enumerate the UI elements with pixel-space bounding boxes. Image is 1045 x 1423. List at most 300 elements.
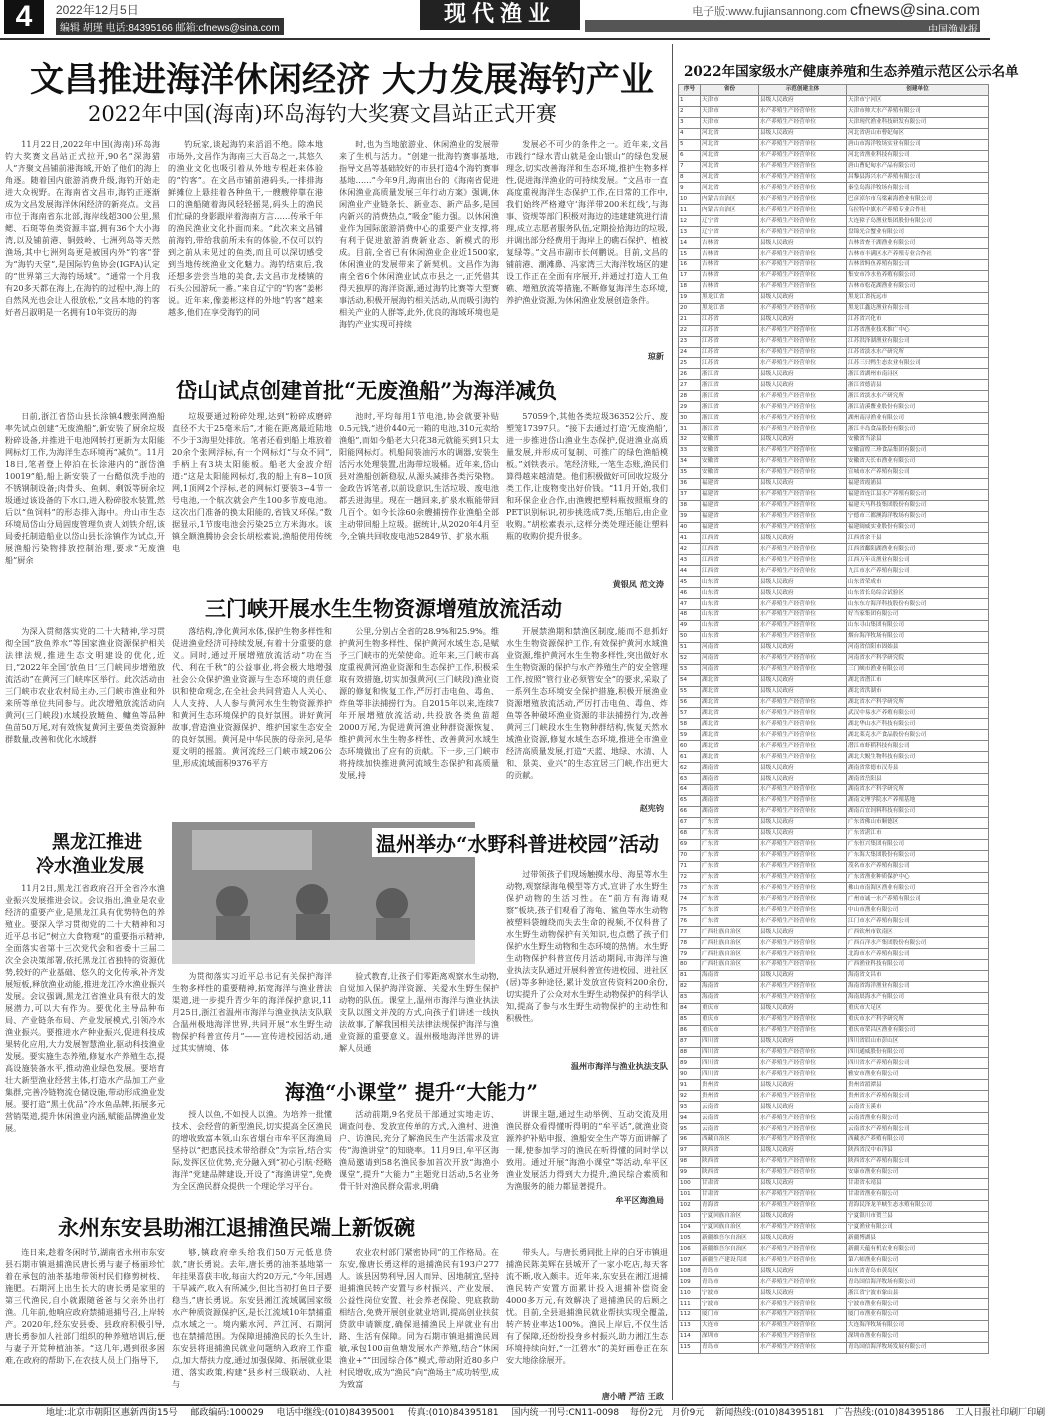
table-cell: 水产养殖生产经营单位 [759,544,847,555]
table-cell: 宣城市水产养殖有限公司 [847,467,989,478]
article6-col1: 授人以鱼,不如授人以渔。为培养一批懂技术、会经营的新型渔民,切实提高全区渔民的增收致富本领,山东省烟台市牟平区海渔局坚持以“把惠民技术带给群众”为宗旨,结合实际,发挥区位优势,充分融入到“初心引航·经略海洋”党建品牌建设,开设了“海渔讲堂”,免费为全区渔民群众提供一个理论学习平台。 [172,1109,332,1191]
table-cell: 贵州省水产养殖有限公司 [847,1091,989,1102]
article3-col1: 为深入贯彻落实党的二十大精神,学习贯彻全国“放鱼养水”等国家渔业资源保护相关法律法规,推进生态文明建设的优化,近日,“2022年全国‘放鱼日’三门峡同步增殖放流活动”在黄河三门峡库区举行。此次活动由三门峡市农业农村局主办,三门峡市渔业和外来所等单位共同参与。此次增殖放流活动向黄河(三门峡段)水域投放鲢鱼、鳙鱼等品种鱼苗50万尾,对有效恢复黄河主要鱼类资源种群数量,改善和优化水域群 [5,626,165,744]
table-cell: 河南省 [701,653,759,664]
table-row [679,883,989,894]
table-cell: 江西省 [701,544,759,555]
table-row [679,1014,989,1025]
table-cell: 河北省渔业科技有限公司 [847,150,989,161]
table-cell: 102 [679,1200,701,1211]
table-cell: 水产养殖生产经营单位 [759,708,847,719]
table-row [679,1266,989,1277]
table-cell: 水产养殖生产经营单位 [759,183,847,194]
table-cell: 广东省 [701,883,759,894]
table-cell: 浙江清溪鳖业股份有限公司 [847,402,989,413]
table-cell: 江西省 [701,566,759,577]
table-row [679,533,989,544]
table-cell: 天津市 [701,95,759,106]
table-row [679,675,989,686]
table-row [679,544,989,555]
table-cell: 67 [679,817,701,828]
table-cell: 县级人民政府 [759,435,847,446]
table-cell: 80 [679,960,701,971]
table-row [679,292,989,303]
table-row [679,795,989,806]
table-cell: 85 [679,1014,701,1025]
table-cell: 县级人民政府 [759,314,847,325]
table-row [679,1080,989,1091]
table-cell: 云南省 [701,1102,759,1113]
table-cell: 河北省 [701,183,759,194]
table-cell: 79 [679,949,701,960]
table-cell: 福建省 [701,489,759,500]
table-row [679,1310,989,1321]
table-cell: 34 [679,456,701,467]
table-cell: 63 [679,774,701,785]
table-cell: 水产养殖生产经营单位 [759,1320,847,1331]
table-cell: 县级人民政府 [759,1080,847,1091]
table-cell: 浙江省德清县 [847,380,989,391]
table-cell: 县级人民政府 [759,292,847,303]
table-cell: 水产养殖生产经营单位 [759,610,847,621]
table-cell: 水产养殖生产经营单位 [759,653,847,664]
table-cell: 山东省 [701,599,759,610]
table-cell: 甘肃省 [701,1189,759,1200]
table-row [679,1320,989,1331]
table-cell: 43 [679,555,701,566]
table-cell: 大连市 [701,1320,759,1331]
article6-col2: 活动前期,9名党员干部通过实地走访、调查问卷、发放宣传单的方式,入渔村、进渔户、访渔民,充分了解渔民生产生活需求及宣传“海渔讲堂”的知晓率。11月9日,牟平区海渔局邀请到58名渔民参加首次开放“海渔小课堂”,提升“大能力”主题党日活动,5名业务骨干针对渔民群众需求,明确 [339,1109,499,1191]
header-rule [0,38,990,40]
table-cell: 47 [679,599,701,610]
table-cell: 浙江省 [701,369,759,380]
table-cell: 宁波市 [701,1299,759,1310]
table-cell: 水产养殖生产经营单位 [759,445,847,456]
article3-col2: 落结构,净化黄河水体,保护生物多样性和促进渔业经济可持续发展,有着十分重要的意义。同时,通过开展增殖放流活动“功在当代、利在千秋”的公益事业,将会极大地增强社会公众保护渔业资源与生态环境的责任意识和使命观念,在全社会共同营造人人关心、人人支持、人人参与黄河水生生物资源养护和黄河生态环境保护的良好氛围。讲好黄河故事,营造渔业资源保护、维护国家生态安全的良好氛围。黄河是中华民族的母亲河,是华夏文明的摇篮。黄河流经三门峡市域206公里,形成流域面积9376平方 [172,626,332,768]
table-cell: 水产养殖生产经营单位 [759,1113,847,1124]
table-cell: 水产养殖生产经营单位 [759,205,847,216]
table-cell: 水产养殖生产经营单位 [759,905,847,916]
table-row [679,128,989,139]
table-row [679,456,989,467]
table-cell: 茂名市水产养殖有限公司 [847,861,989,872]
article1-col4: 发展必不可少的条件之一。近年来,文昌市践行“绿水青山就是金山银山”的绿色发展理念,切实改善海洋和生态环境,推护生物多样性,促进海洋渔业的可持续发展。“文昌市一直高度重视海洋生态保护工作,在日常的工作中,我们始终严格遵守‘海洋带200米红线’,与海事、资规等部门积极对海边的违建建筑进行清理,成立志愿者服务队伍,定期捡拾海边的垃圾,并调出部分经费用于海岸上的礁石保护、植被复绿等。”文昌市副市长何鹏说。目前,文昌的铺前港、潮滩鼻、冯家湾三大海洋牧场区的建设工作正在全面有序展开,并通过打造人工鱼礁、增殖放流等措施,不断修复海洋生态环境,养护渔业资源,为休闲渔业发展创造条件。 [506,139,668,305]
table-cell: 水产养殖生产经营单位 [759,631,847,642]
table-row [679,1036,989,1047]
table-cell: 水产养殖生产经营单位 [759,467,847,478]
table-row [679,599,989,610]
table-cell: 江西省鄱阳湖渔业有限公司 [847,544,989,555]
table-cell: 吉林省 [701,260,759,271]
table-cell: 江苏省 [701,358,759,369]
article7-col1: 连日来,趁着冬闲时节,湖南省永州市东安县石期市镇退捕渔民唐长勇与妻子杨丽珍忙着在承包的油茶基地带领村民们修剪树枝、施肥。石期河上出生长大的唐长勇是家里的第三代渔民,自小就跟随爸爸与父亲外出打渔。几年前,他响应政府禁捕退捕号召,上岸转产。2020年,经东安县委、县政府积极引导,唐长勇参加人社部门组织的种养殖培训后,便与妻子开荒种植油茶。“这几年,遇到很多困难,在政府的帮助下,在农技人员上门指导下, [5,1247,165,1365]
table-cell: 河北省 [701,128,759,139]
table-row [679,1222,989,1233]
table-cell: 水产养殖生产经营单位 [759,402,847,413]
table-cell: 湖北省 [701,741,759,752]
table-cell: 水产养殖生产经营单位 [759,1310,847,1321]
table-cell: 山东省 [701,577,759,588]
table-row [679,1047,989,1058]
table-cell: 四川省 [701,1069,759,1080]
table-cell: 河南省 [701,642,759,653]
table-cell: 江门市水产养殖有限公司 [847,916,989,927]
table-cell: 65 [679,795,701,806]
table-row [679,1113,989,1124]
table-cell: 辽宁省 [701,216,759,227]
table-cell: 91 [679,1080,701,1091]
table-cell: 江西省 [701,555,759,566]
table-cell: 河北省 [701,150,759,161]
table-cell: 吉林省 [701,281,759,292]
table-cell: 5 [679,139,701,150]
table-cell: 秦皇岛海洋牧场有限公司 [847,183,989,194]
table-cell: 江苏省 [701,347,759,358]
table-cell: 江苏省 [701,336,759,347]
table-cell: 水产养殖生产经营单位 [759,1058,847,1069]
table-cell: 河南省 [701,664,759,675]
table-cell: 水产养殖生产经营单位 [759,161,847,172]
table-cell: 89 [679,1058,701,1069]
footer-cn: 国内统一刊号:CN11-0098 [511,1408,620,1418]
table-cell: 56 [679,697,701,708]
table-cell: 县级人民政府 [759,1102,847,1113]
table-header-cell: 示范创建主体 [759,85,847,96]
table-cell: 福建省霞浦县 [847,478,989,489]
table-cell: 广东省 [701,817,759,828]
table-row [679,817,989,828]
table-cell: 江苏省渔业技术推广中心 [847,325,989,336]
table-cell: 广东省 [701,828,759,839]
table-row [679,478,989,489]
table-cell: 86 [679,1025,701,1036]
article4-title-line1: 黑龙江推进 [52,832,142,853]
table-cell: 重庆市荣昌区渔业有限公司 [847,1025,989,1036]
article6-title: 海渔“小课堂” 提升“大能力” [285,1080,538,1104]
table-cell: 甘肃省渔业有限公司 [847,1189,989,1200]
table-cell: 县级人民政府 [759,763,847,774]
table-cell: 37 [679,489,701,500]
table-cell: 九江市水产养殖有限公司 [847,566,989,577]
table-cell: 福建省 [701,500,759,511]
header-bar [585,20,980,32]
site-info [692,2,980,20]
table-cell: 浙江省湖州市南浔区 [847,369,989,380]
table-cell: 江西省余干县 [847,533,989,544]
table-row [679,1299,989,1310]
table-cell: 水产养殖生产经营单位 [759,730,847,741]
table-cell: 湖北省 [701,686,759,697]
table-cell: 水产养殖生产经营单位 [759,1135,847,1146]
table-cell: 县级人民政府 [759,927,847,938]
table-row [679,1003,989,1014]
table-row [679,150,989,161]
table-cell: 水产养殖生产经营单位 [759,489,847,500]
table-cell: 集安市冷水鱼养殖有限公司 [847,270,989,281]
table-cell: 38 [679,500,701,511]
table-row [679,719,989,730]
table-cell: 北海市水产养殖有限公司 [847,949,989,960]
table-cell: 32 [679,435,701,446]
table-cell: 水产养殖生产经营单位 [759,270,847,281]
table-cell: 广州市诚一水产养殖有限公司 [847,894,989,905]
table-row [679,435,989,446]
table-cell: 水产养殖生产经营单位 [759,1167,847,1178]
table-cell: 水产养殖生产经营单位 [759,347,847,358]
table-cell: 21 [679,314,701,325]
table-cell: 水产养殖生产经营单位 [759,117,847,128]
table-cell: 河北省 [701,161,759,172]
table-cell: 县级人民政府 [759,1233,847,1244]
table-row [679,566,989,577]
table-cell: 宁夏渔业有限公司 [847,1222,989,1233]
table-cell: 39 [679,511,701,522]
table-cell: 重庆市水产科学研究所 [847,1014,989,1025]
table-row [679,577,989,588]
table-cell: 广西渔业科技有限公司 [847,960,989,971]
table-cell: 潜江市虾稻科技有限公司 [847,741,989,752]
table-row [679,260,989,271]
table-cell: 78 [679,938,701,949]
table-cell: 76 [679,916,701,927]
table-cell: 水产养殖生产经营单位 [759,227,847,238]
table-cell: 山东省长岛综合试验区 [847,588,989,599]
table-cell: 55 [679,686,701,697]
table-cell: 水产养殖生产经营单位 [759,303,847,314]
table-cell: 水产养殖生产经营单位 [759,500,847,511]
table-cell: 36 [679,478,701,489]
table-cell: 水产养殖生产经营单位 [759,599,847,610]
table-cell: 26 [679,369,701,380]
table-cell: 12 [679,216,701,227]
table-cell: 湖北莱克水产食品股份有限公司 [847,730,989,741]
table-cell: 宁波市渔业有限公司 [847,1299,989,1310]
table-cell: 山东省 [701,610,759,621]
table-cell: 28 [679,391,701,402]
table-cell: 青岛市 [701,1342,759,1353]
table-cell: 天津市宁河区 [847,95,989,106]
table-cell: 安徽省 [701,435,759,446]
table-cell: 内蒙古自治区 [701,194,759,205]
table-cell: 海南省 [701,992,759,1003]
table-row [679,1025,989,1036]
table-row [679,588,989,599]
article1-title: 文昌推进海洋休闲经济 大力发展海钓产业 [30,60,654,100]
table-cell: 71 [679,861,701,872]
table-row [679,391,989,402]
table-cell: 青岛国信海洋牧场有限公司 [847,1277,989,1288]
table-cell: 48 [679,610,701,621]
table-cell: 青海省 [701,1200,759,1211]
table-cell: 19 [679,292,701,303]
table-row [679,424,989,435]
table-cell: 浙江省 [701,402,759,413]
table-cell: 江西省 [701,533,759,544]
table-cell: 66 [679,806,701,817]
table-cell: 河南省水产科学研究院 [847,653,989,664]
table-cell: 水产养殖生产经营单位 [759,1014,847,1025]
table-cell: 安康市渔业有限公司 [847,1167,989,1178]
table-cell: 福建省连江县水产养殖有限公司 [847,489,989,500]
table-row [679,1244,989,1255]
table-row [679,238,989,249]
table-cell: 河北省 [701,139,759,150]
article2-col2: 垃圾要通过粉碎处理,达到“粉碎成磨碎直径不大于25毫米后”,才能在距离最近陆地不少于3海里处排放。笔者还看到船上堆放着20余个张网浮标,有一个网标灯“与众不同”,手柄上有3块太阳能板。船老大金波介绍道:“这是太阳能网标灯,我的船上有8~10顶网,1顶网2个浮标,老的网标灯要装3~4节一号电池,一个航次就会产生100多节废电池。这次出门准备的换太阳能的,省钱又环保。”数据显示,1节废电池会污染25立方米海水。该镇全额渔腾协会会长胡松素说,渔船使用传统电 [172,411,332,553]
table-cell: 98 [679,1156,701,1167]
table-cell: 县级人民政府 [759,1288,847,1299]
table-cell: 江苏省兴化市 [847,314,989,325]
table-cell: 广东海大集团股份有限公司 [847,850,989,861]
table-cell: 福建省 [701,478,759,489]
article3-col4: 开展禁渔期和禁渔区制度,能而不息抓好水生生物资源保护工作,有效保护黄河水域渔业资源,维护黄河水生生物多样性,突出做好水生生物资源的保护与水产养殖生产的安全管理工作,按照“管行业必须管安全”的要求,采取了一系列生态环境安全保护措施,积极开展渔业资源增殖放流活动,严厉打击电鱼、毒鱼、炸鱼等各种破坏渔业资源的非法捕捞行为,改善黄河三门峡段水生生物种群结构,恢复天然水域渔业资源,修复水域生态环境,推进全市渔业经济高质量发展,打造“天蓝、地绿、水清、人和、景美、业兴”的生态宜居三门峡,作出更大的贡献。 [506,626,668,780]
table-cell: 8 [679,172,701,183]
table-cell: 72 [679,872,701,883]
table-cell: 黑龙江省 [701,303,759,314]
table-cell: 吉林省 [701,238,759,249]
table-cell: 广西百洋水产集团股份有限公司 [847,938,989,949]
table-cell: 57 [679,708,701,719]
table-cell: 88 [679,1047,701,1058]
table-cell: 46 [679,588,701,599]
table-row [679,938,989,949]
table-cell: 云南省渔业有限公司 [847,1113,989,1124]
table-header-row [679,85,989,96]
table-cell: 浙江省宁波市象山县 [847,1288,989,1299]
table-cell: 湖北省 [701,697,759,708]
table-cell: 黑龙江省 [701,292,759,303]
table-cell: 2 [679,106,701,117]
table-cell: 62 [679,763,701,774]
table-row [679,489,989,500]
table-cell: 唐山市海洋牧场实业有限公司 [847,139,989,150]
table-cell: 108 [679,1266,701,1277]
article1-byline: 琼新 [647,351,664,361]
table-cell: 湖南省 [701,774,759,785]
table-cell: 云南省玉溪市 [847,1102,989,1113]
table-cell: 福建省 [701,511,759,522]
article2-title: 岱山试点创建首批“无废渔船”为海洋减负 [176,378,558,403]
table-row [679,708,989,719]
table-cell: 水产养殖生产经营单位 [759,511,847,522]
table-cell: 青岛市 [701,1266,759,1277]
table-cell: 吉林省 [701,270,759,281]
table-cell: 广西壮族自治区 [701,938,759,949]
table-cell: 青岛国信海洋牧场发展有限公司 [847,1342,989,1353]
table-cell: 县级人民政府 [759,369,847,380]
footer-monthly: 月价9元 [671,1408,705,1418]
table-cell: 甘肃省永靖县 [847,1178,989,1189]
footer-fax: 传真:(010)84395181 [407,1408,499,1418]
table-cell: 水产养殖生产经营单位 [759,741,847,752]
footer-phone: 电话中继线:(010)84395001 [276,1408,395,1418]
article2-col4: 57059个,其他各类垃圾36352公斤、废塑笼17397只。“接下去通过打造‘无废渔船’,进一步推进岱山渔业生态保护,促进渔业高质量发展,并形成可复制、可推广的绿色渔船模板。”刘铁表示。笔经济账,一笔生态账,渔民们算得越来越清楚。他们积极做好可回收垃圾分类工作,让废物变出好价钱。“11月开始,我们和环保企业合作,由渔嫂把塑料瓶按照瓶身的PET识别标识,初步挑选成7类,压缩后,由企业收购。”胡松素表示,这样分类处理还能让塑料瓶的收购价提升很多。 [506,411,668,541]
table-cell: 新疆生产建设兵团 [701,1255,759,1266]
table-cell: 吉林省鲟鱼养殖有限公司 [847,260,989,271]
table-cell: 宁德市三都澳海洋牧场有限公司 [847,511,989,522]
table-cell: 15 [679,249,701,260]
table-cell: 水产养殖生产经营单位 [759,1342,847,1353]
table-cell: 江苏省 [701,325,759,336]
table-row [679,467,989,478]
table-cell: 33 [679,445,701,456]
table-row [679,916,989,927]
table-cell: 湖北省 [701,719,759,730]
table-cell: 县级人民政府 [759,686,847,697]
site-email[interactable]: cfnews@sina.com [849,2,980,19]
table-cell: 94 [679,1113,701,1124]
article5-col2: 验式教育,让孩子们零距离观察水生动物,自觉加入保护海洋资源、关爱水生野生保护动物的队伍。课堂上,温州市海洋与渔业执法支队以图文并茂的方式,向孩子们讲述一线执法故事,了解我国相关法律法规保护海洋与渔业资源的重要意义。温州极地海洋世界的讲解人员通 [339,971,499,1053]
table-row [679,1091,989,1102]
table-cell: 湖南百宜饲料科技有限公司 [847,806,989,817]
table-cell: 49 [679,620,701,631]
table-cell: 重庆市 [701,1025,759,1036]
table-cell: 104 [679,1222,701,1233]
table-cell: 1 [679,95,701,106]
table-cell: 25 [679,358,701,369]
table-cell: 水产养殖生产经营单位 [759,1277,847,1288]
table-cell: 110 [679,1288,701,1299]
site-url[interactable]: 电子版:www.fujiansannong.com [692,6,847,18]
table-row [679,1342,989,1353]
footer-address: 地址:北京市朝阳区惠新西街15号 [46,1408,178,1418]
table-row [679,1277,989,1288]
table-cell: 县级人民政府 [759,588,847,599]
article1-col3: 时,也为当地旅游业、休闲渔业的发展带来了生机与活力。“创建一批海钓赛事基地,指导文昌等基础较好的市县打造4个海钓赛事基地……”今年9月,海南出台的《海南省促进休闲渔业高质量发展三年行动方案》强调,休闲渔业产业链条长、新业态、新产品多,是国内新兴的消费热点,“吸金”能力强。以休闲渔业作为国际旅游消费中心的重要产业支撑,将有利于促进旅游消费新业态、新模式的形成。目前,全省已有休闲渔业企业近1500家,休闲渔业的发展带来了新契机。文昌作为海南全省6个休闲渔业试点市县之一,正凭借其得天独厚的海洋资源,通过海钓比赛等大型赛事活动,积极开展海钓相关活动,从而吸引海钓相关产业的人群等,此外,优良的海域环境也是海钓产业实现可持续 [339,139,499,329]
table-row [679,500,989,511]
article2-col1: 日前,浙江省岱山县长涂镇4艘张网渔船率先试点创建“无废渔船”,新安装了厨余垃圾粉碎设备,并推进干电池网转打更新为太阳能网标灯工作,为海洋生态环境再“减负”。11月18日,笔者登上停泊在长涂港内的“浙岱渔10019”船,船上新安装了一台酷似洗手池的不锈钢制设备;肉骨头、鱼刺、剩饭等厨余垃圾通过该设备的下水口,进入粉碎胶水装置,然后以“鱼饲料”的形态排入海中。舟山市生态环境局岱山分局固废管理负责人刘铁介绍,该局委托制造船业以岱山县长涂镇作为试点,开展渔船污染物排放控制治理,要求“无废渔船”厨余 [5,411,165,565]
table-cell: 福建天马科技集团股份有限公司 [847,500,989,511]
table-cell: 县级人民政府 [759,642,847,653]
table-cell: 107 [679,1255,701,1266]
table-cell: 浙江丰岛食品股份有限公司 [847,424,989,435]
table-cell: 水产养殖生产经营单位 [759,752,847,763]
table-cell: 湖北华山水产科技有限公司 [847,719,989,730]
table-row [679,402,989,413]
article5-col3: 过带领孩子们现场触摸水母、海星等水生动物,观察绿海龟模型等方式,宣讲了水生野生保护动物的生活习性。在“前方有海请观察”板块,孩子们观看了海龟、鲨鱼等水生动物被塑料袋缠绕而失去生命的视频,不仅科普了水生野生动物保护有关知识,也点燃了孩子们保护水生野生动物和生态环境的热情。水生野生动物保护科普宣传月活动期间,市海洋与渔业执法支队通过开展科普宣传进校园、进社区(居)等多种途径,累计发放宣传资料200余份,切实提升了公众对水生野生动物保护的科学认知,提高了参与水生野生动物保护的主动性和积极性。 [506,869,668,1023]
table-cell: 湖南省 [701,795,759,806]
article1-col2: 钓玩家,谈起海钓来滔滔不绝。除本地市场外,文昌作为海南三大百岛之一,其悠久的渔业文化也吸引着从外地专程赶来体验的“钓客”。在文昌市铺前港码头,一排排海鲜摊位上悬挂着各种鱼干,一艘艘停靠在港口的渔船随着海风轻轻摇晃,码头上的渔民们忙碌的身影跟岸着海南方言……传承千年的渔民渔业文化扑面而来。“此次来文昌铺前海钓,带给我前所未有的体验,不仅可以钓到之前从未见过的鱼类,而且可以深切感受到当地传统渔业文化魅力。海钓结束后,我还想多尝尝当地的美食,去文昌市龙楼镇的石头公园游玩一番。”来自辽宁的“钓客”姜彬说。近年来,像姜彬这样的外地“钓客”越来越多,他们在享受海钓的同 [168,139,323,317]
table-cell: 广西壮族自治区 [701,960,759,971]
table-cell: 湖南省 [701,806,759,817]
table-cell: 中山市渔业有限公司 [847,905,989,916]
table-cell: 水产养殖生产经营单位 [759,894,847,905]
table-cell: 湖南省水产科学研究所 [847,785,989,796]
table-cell: 宁夏银川市贺兰县 [847,1211,989,1222]
table-cell: 县级人民政府 [759,128,847,139]
table-cell: 安徽省当涂县 [847,435,989,446]
table-cell: 水产养殖生产经营单位 [759,249,847,260]
table-row [679,227,989,238]
table-row [679,927,989,938]
article6-byline: 牟平区海渔局 [615,1195,664,1205]
table-title: 2022年国家级水产健康养殖和生态养殖示范区公示名单 [684,64,1019,80]
table-cell: 贵州省 [701,1091,759,1102]
table-cell: 51 [679,642,701,653]
table-row [679,511,989,522]
table-cell: 40 [679,522,701,533]
table-cell: 29 [679,402,701,413]
table-cell: 广西钦州市钦南区 [847,927,989,938]
table-cell: 厦门市 [701,1310,759,1321]
table-cell: 湖南省 [701,785,759,796]
table-cell: 101 [679,1189,701,1200]
table-cell: 水产养殖生产经营单位 [759,1156,847,1167]
table-cell: 水产养殖生产经营单位 [759,719,847,730]
table-cell: 114 [679,1331,701,1342]
table-cell: 广东省佛山市顺德区 [847,817,989,828]
table-cell: 水产养殖生产经营单位 [759,1069,847,1080]
table-cell: 95 [679,1124,701,1135]
